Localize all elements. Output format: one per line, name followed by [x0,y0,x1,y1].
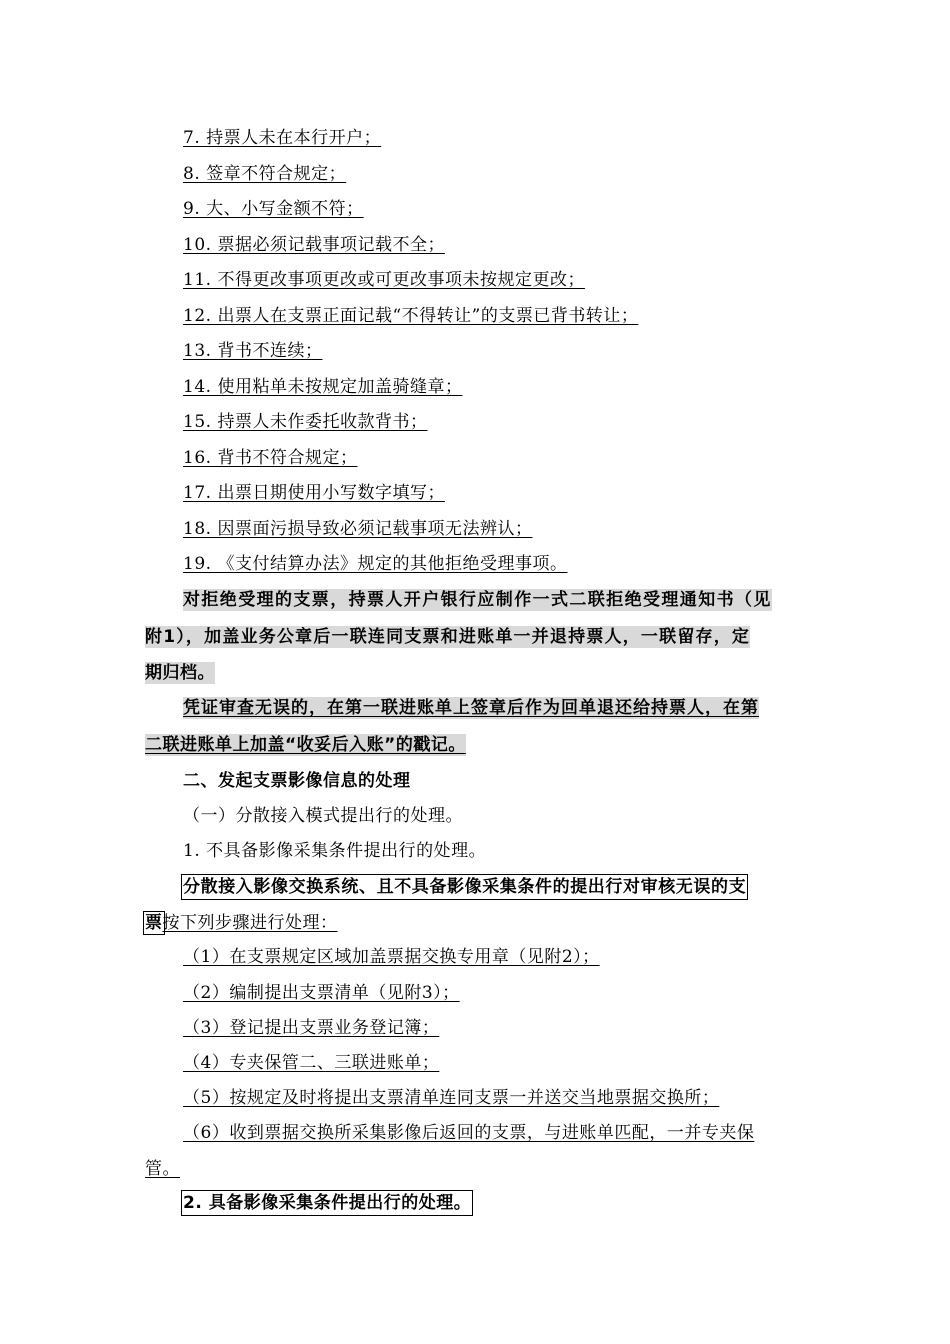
steps-intro-rest: 按下列步骤进行处理： [162,913,338,933]
paragraph-reject-line: 期归档。 [145,663,215,683]
paragraph-verify-line: 二联进账单上加盖“收妥后入账”的戳记。 [145,735,466,755]
list-item: 8. 签章不符合规定； [183,164,347,184]
list-item: 16. 背书不符合规定； [183,448,358,468]
step-item: （2）编制提出支票清单（见附3）； [183,983,460,1003]
steps-intro-bold-tail: 票 [145,913,163,933]
list-item: 15. 持票人未作委托收款背书； [183,412,428,432]
list-item: 9. 大、小写金额不符； [183,199,364,219]
steps-intro-bold: 分散接入影像交换系统、且不具备影像采集条件的提出行对审核无误的支 [183,877,747,897]
paragraph-verify-line: 凭证审查无误的，在第一联进账单上签章后作为回单退还给持票人，在第 [183,698,759,718]
paragraph-reject-line: 对拒绝受理的支票，持票人开户银行应制作一式二联拒绝受理通知书（见 [183,590,772,610]
list-item: 19. 《支付结算办法》规定的其他拒绝受理事项。 [183,554,568,574]
list-item: 10. 票据必须记载事项记载不全； [183,235,445,255]
list-item: 17. 出票日期使用小写数字填写； [183,483,445,503]
step-item: （1）在支票规定区域加盖票据交换专用章（见附2）； [183,947,600,967]
list-item: 18. 因票面污损导致必须记载事项无法辨认； [183,519,533,539]
list-item: 7. 持票人未在本行开户； [183,128,382,148]
step-item: （3）登记提出支票业务登记簿； [183,1018,440,1038]
section-heading: 二、发起支票影像信息的处理 [183,771,411,791]
list-item: 14. 使用粘单未按规定加盖骑缝章； [183,377,463,397]
step-item-continued: 管。 [145,1159,180,1179]
step-item: （5）按规定及时将提出支票清单连同支票一并送交当地票据交换所； [183,1088,720,1108]
step-item: （4）专夹保管二、三联进账单； [183,1053,440,1073]
step-item: （6）收到票据交换所采集影像后返回的支票，与进账单匹配，一并专夹保 [183,1123,755,1143]
subsection-heading: （一）分散接入模式提出行的处理。 [183,806,463,826]
list-item: 11. 不得更改事项更改或可更改事项未按规定更改； [183,270,585,290]
subsection-item-bold: 2. 具备影像采集条件提出行的处理。 [183,1193,472,1213]
list-item: 12. 出票人在支票正面记载“不得转让”的支票已背书转让； [183,306,639,326]
paragraph-reject-line: 附1），加盖业务公章后一联连同支票和进账单一并退持票人，一联留存，定 [145,627,751,647]
list-item: 13. 背书不连续； [183,341,323,361]
steps-intro-line2 [145,912,338,934]
subsection-item: 1. 不具备影像采集条件提出行的处理。 [183,841,487,861]
